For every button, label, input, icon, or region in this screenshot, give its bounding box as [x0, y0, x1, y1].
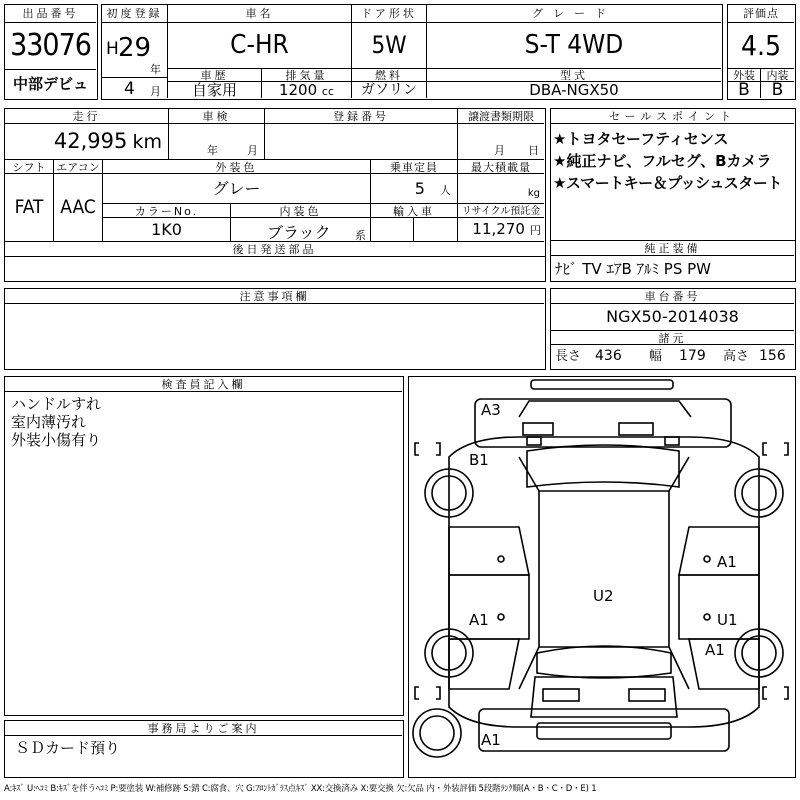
office-note: ＳＤカード預り: [15, 739, 121, 757]
displacement-value: 1200: [278, 82, 318, 98]
length: 436: [595, 348, 622, 364]
transfer-deadline-label: 譲渡書類期限: [458, 109, 544, 124]
sales-points-label: セールスポイント: [551, 109, 794, 124]
inspection: [169, 124, 265, 159]
grade-label: グレード: [427, 5, 721, 23]
interior-color-value: ブラック: [267, 223, 331, 241]
registration-month: 4: [124, 79, 135, 98]
damage-mark: A1: [717, 553, 737, 571]
width-label: 幅: [649, 349, 663, 364]
interior-label: 内装: [761, 68, 794, 82]
grade: S-T 4WD: [524, 30, 624, 60]
caution-label: 注意事項欄: [5, 289, 544, 304]
mileage-value: 42,995: [53, 129, 128, 153]
model: DBA-NGX50: [529, 82, 619, 98]
displacement: [262, 82, 352, 98]
damage-mark: A3: [481, 401, 501, 419]
inspector-box: [4, 376, 404, 716]
history-label: 車歴: [168, 68, 262, 82]
era: H: [106, 39, 119, 59]
equipment-label: 純正装備: [551, 241, 794, 256]
car-name: C-HR: [168, 23, 352, 68]
model-label: 型式: [427, 68, 721, 82]
equipment-box: [550, 240, 796, 282]
length-label: 長さ: [555, 349, 582, 364]
fuel: ガソリン: [352, 82, 427, 98]
chassis-number-label: 車台番号: [551, 289, 794, 304]
transfer-day-unit: 日: [528, 144, 539, 157]
exterior-label: 外装: [728, 68, 761, 82]
sales-point: ★スマートキー＆プッシュスタート: [553, 174, 782, 192]
car-name-label: 車名: [168, 5, 352, 23]
max-load: [458, 174, 544, 203]
exterior-color: グレー: [103, 174, 371, 203]
car-diagram: [409, 377, 794, 776]
year-unit: 年: [150, 63, 161, 76]
registration-year: 29: [118, 33, 152, 63]
sales-point: ★トヨタセーフティセンス: [553, 130, 729, 148]
later-parts-label: 後日発送部品: [5, 241, 544, 256]
reg-divider: [102, 77, 168, 78]
damage-mark: U2: [593, 587, 614, 605]
first-registration-label: 初度登録: [102, 5, 168, 23]
capacity-label: 乗車定員: [371, 159, 458, 174]
transfer-month-unit: 月: [494, 144, 505, 157]
damage-mark: U1: [717, 611, 738, 629]
reg-number-label: 登録番号: [265, 109, 458, 124]
lot-number: 33076: [10, 28, 91, 63]
door-type: 5W: [352, 23, 427, 68]
air-conditioner: AAC: [54, 174, 103, 241]
mileage-label: 走行: [5, 109, 169, 124]
interior-color: [231, 218, 371, 241]
recycle-fee: [458, 218, 544, 241]
recycle-fee-value: 11,270: [472, 220, 525, 238]
shift: FAT: [5, 174, 54, 241]
height: 156: [759, 348, 786, 364]
displacement-unit: cc: [321, 85, 335, 98]
import-label: 輸入車: [371, 203, 458, 218]
inspector-label: 検査員記入欄: [5, 377, 402, 392]
load-unit: kg: [527, 188, 540, 199]
damage-mark: B1: [469, 451, 489, 469]
caution-box: [4, 288, 546, 370]
office-label: 事務局よりご案内: [5, 721, 402, 736]
door-type-label: ドア形状: [352, 5, 427, 23]
recycle-fee-label: リサイクル預託金: [458, 203, 544, 218]
capacity: [371, 174, 458, 203]
color-label: 外装色: [103, 159, 371, 174]
damage-legend: A:ｷｽﾞ U:ﾍｺﾐ B:ｷｽﾞを伴うﾍｺﾐ P:要塗装 W:補修跡 S:錆 C:腐食、穴 G:ﾌﾛﾝﾄｶﾞﾗｽ点ｷｽﾞ XX:交換済み X:要交換 欠:欠品 内・外装評価 5段階ﾗﾝｸ順(A・B・C・D・E) 1: [4, 784, 597, 794]
interior-grade: B: [771, 82, 784, 98]
vehicle-header: [101, 4, 723, 100]
displacement-label: 排気量: [262, 68, 352, 82]
mileage-unit: km: [132, 131, 162, 153]
chassis-box: [550, 288, 796, 370]
lot-number-box: [4, 4, 98, 100]
inspector-note: 室内薄汚れ: [11, 413, 87, 431]
lot-number-label: 出品番号: [5, 5, 96, 23]
dimensions: [551, 345, 794, 368]
max-load-label: 最大積載量: [458, 159, 544, 174]
color-number: 1K0: [103, 218, 231, 241]
fuel-label: 燃料: [352, 68, 427, 82]
interior-color-label: 内装色: [231, 203, 371, 218]
exterior-grade: B: [728, 82, 761, 98]
damage-mark: A1: [481, 731, 501, 749]
venue-name: 中部デビュ: [5, 69, 96, 98]
width: 179: [679, 348, 706, 364]
damage-mark: A1: [469, 611, 489, 629]
inspection-label: 車検: [169, 109, 265, 124]
transfer-deadline: [458, 124, 544, 159]
damage-diagram: [408, 376, 796, 778]
reg-number: [265, 124, 458, 159]
capacity-unit: 人: [440, 184, 451, 197]
inspection-month-unit: 月: [247, 144, 258, 157]
capacity-value: 5: [414, 179, 425, 198]
dimensions-label: 諸元: [551, 330, 794, 345]
sales-point: ★純正ナビ、フルセグ、Bカメラ: [553, 152, 772, 170]
first-registration: [102, 23, 168, 98]
chassis-number: NGX50-2014038: [606, 307, 739, 326]
inspector-note: 外装小傷有り: [11, 431, 102, 449]
interior-color-unit: 系: [355, 229, 366, 241]
specs-box: [4, 108, 546, 258]
import-car: [371, 218, 414, 241]
score: 4.5: [740, 29, 782, 62]
sales-points-box: [550, 108, 796, 242]
history: 自家用: [168, 82, 262, 98]
import-car-2: [414, 218, 458, 241]
month-unit: 月: [150, 85, 161, 98]
recycle-fee-unit: 円: [530, 224, 541, 237]
shift-label: シフト: [5, 159, 54, 174]
mileage: [5, 124, 169, 159]
inspector-note: ハンドルすれ: [11, 395, 102, 413]
score-label: 評価点: [728, 5, 794, 23]
score-box: [727, 4, 796, 100]
height-label: 高さ: [723, 349, 750, 364]
inspection-year-unit: 年: [207, 144, 218, 157]
later-parts-box: [4, 256, 546, 282]
ac-label: エアコン: [54, 159, 103, 174]
damage-mark: A1: [705, 641, 725, 659]
color-number-label: カラーNo.: [103, 203, 231, 218]
office-box: [4, 720, 404, 778]
equipment: ﾅﾋﾞ TV ｴｱB ｱﾙﾐ PS PW: [555, 260, 711, 278]
